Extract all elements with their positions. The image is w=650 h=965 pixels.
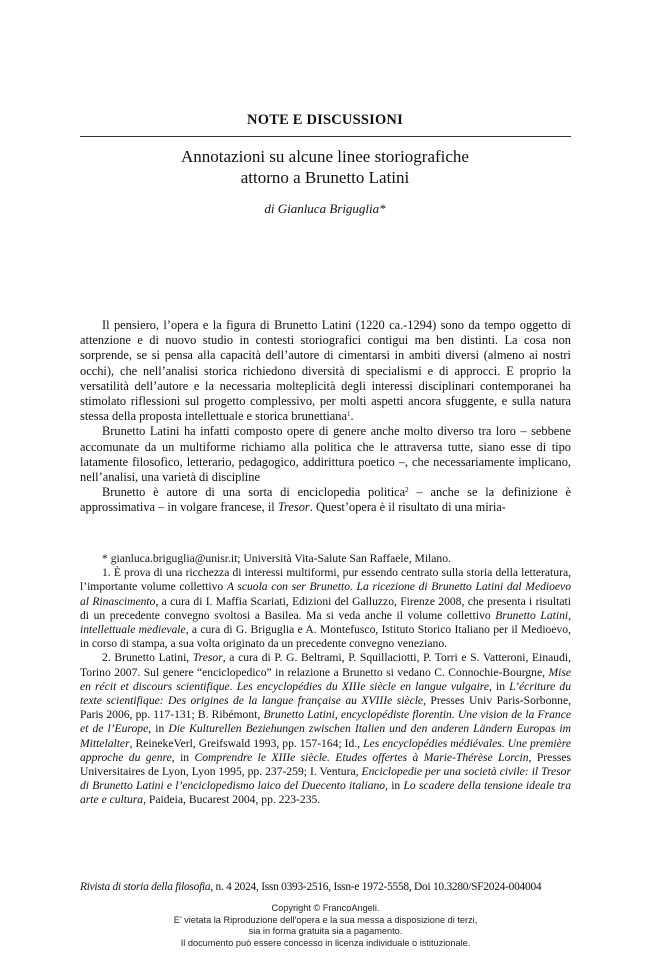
fn2-title-1: Tresor (192, 651, 223, 665)
copyright-line-1: Copyright © FrancoAngeli. (271, 903, 380, 913)
fn2-d: , Presses Univ Paris-Sorbonne, Paris 2006, pp. 117-131; B. Ribémont, (80, 694, 571, 722)
body-paragraph-3 (80, 485, 571, 515)
copyright-line-3: sia in forma gratuita sia a pagamento. (248, 926, 403, 937)
paragraph-1-end: . (350, 409, 354, 424)
fn2-h: , Presses Universitaires de Lyon, Lyon 1995, pp. 237-259; I. Ventura, (80, 750, 571, 779)
section-heading: NOTE E DISCUSSIONI (247, 112, 403, 128)
copyright-line-4: Il documento può essere concesso in licenza individuale o istituzionale. (180, 937, 471, 948)
fn1-title-1: A scuola con ser Brunetto. La ricezione di Brunetto Latini dal Medioevo al Rinascimento (80, 580, 571, 608)
fn2-e: , in (148, 722, 169, 736)
journal-info: , n. 4 2024, Issn 0393-2516, Issn-e 1972-5558, Doi 10.3280/SF2024-004004 (210, 881, 542, 893)
footnote-star: * gianluca.briguglia@unisr.it; Università Vita-Salute San Raffaele, Milano. (102, 552, 451, 565)
body-paragraph-1 (80, 318, 571, 424)
footnote-ref-2: 2 (405, 486, 409, 495)
paragraph-3-text-b: – anche se la definizione è approssimativa – in volgare francese, il (80, 485, 571, 515)
article-title-line-1: Annotazioni su alcune linee storiografiche (181, 147, 469, 166)
author-byline: di Gianluca Briguglia* (264, 201, 386, 216)
paragraph-1-text: Il pensiero, l’opera e la figura di Brunetto Latini (1220 ca.-1294) sono da tempo oggetto di attenzione e di nuovo studio in contesti storiografici contigui ma ben distinti. La cosa non sorprende, se si pensa alla capacità dell’autore di cimentarsi in ambiti diversi (almeno ai nostri occhi), che nell’analisi storica richiedono diversità di specialismi e di approcci. E proprio la versatilità dell’autore e la necessaria molteplicità degli interessi disciplinari contemporanei ha stimolato riflessioni sul progetto complessivo, per molti aspetti ancora sfuggente, e sulla natura stessa della proposta intellettuale e storica brunettiana (80, 318, 571, 424)
article-title-line-2: attorno a Brunetto Latini (240, 168, 410, 187)
fn1-b: , a cura di I. Maffia Scariati, Edizioni del Galluzzo, Firenze 2008, che presenta i risultati di un precedente convegno svoltosi a Basilea. Ma si veda anche il volume collettivo (80, 594, 571, 622)
footnote-2 (80, 651, 571, 807)
body-text (80, 318, 571, 516)
paragraph-3-text-c: . Quest’opera è il risultato di una miria- (309, 500, 506, 515)
journal-name: Rivista di storia della filosofia (80, 881, 211, 893)
footnote-ref-1: 1 (347, 410, 351, 419)
fn2-i: , in (385, 779, 404, 793)
fn1-title-2: Brunetto Latini, intellettuale medievale (80, 608, 571, 637)
journal-citation (80, 881, 580, 893)
fn1-a: 1. È prova di una ricchezza di interessi multiformi, pur essendo centrato sulla storia della letteratura, l’importante volume collettivo (80, 566, 571, 594)
article-title (80, 146, 570, 188)
fn2-title-5: Die Kulturellen Beziehungen zwischen Italien und den anderen Ländern Europas im Mittelalter (80, 722, 572, 750)
fn2-j: Paideia, Bucarest 2004, pp. 223-235. (146, 793, 321, 807)
footnote-1 (80, 566, 571, 651)
fn1-c: , a cura di G. Briguglia e A. Montefusco, Istituto Storico Italiano per il Medioevo, in corso di stampa, a sua volta originato da un precedente convegno veneziano. (80, 623, 571, 651)
fn2-title-7: Comprendre le XIIIe siècle. Etudes offertes à Marie-Thérèse Lorcin (194, 750, 529, 764)
body-paragraph-2: Brunetto Latini ha infatti composto opere di genere anche molto diverso tra loro – sebbene accomunate da un multiforme richiamo alla politica che le attraversa tutte, siano esse di tipo latamente filosofico, letterario, pedagogico, addirittura poetico –, che necessariamente implicano, nell’analisi, una varietà di discipline (80, 424, 571, 485)
fn2-title-2: Mise en récit et discours scientifique. Les encyclopédies du XIIIe siècle en langue vulgaire (80, 665, 571, 693)
fn2-a: 2. Brunetto Latini, (102, 651, 193, 665)
fn2-title-8: Enciclopedie per una società civile: il Tresor di Brunetto Latini e l’enciclopedismo laico del Duecento italiano (80, 765, 571, 793)
fn2-title-9: Lo scadere della tensione ideale tra arte e cultura, (80, 779, 571, 807)
footnotes (80, 552, 571, 808)
fn2-f: , ReinekeVerl, Greifswald 1993, pp. 157-164; Id., (129, 736, 364, 750)
fn2-title-3: L’écriture du texte scientifique: Des origines de la langue française au XVIIIe siècle (80, 679, 571, 708)
paragraph-3-tresor: Tresor (277, 500, 310, 515)
heading-rule (80, 136, 571, 137)
fn2-title-4: Brunetto Latini, encyclopédiste florentin. Une vision de la France et de l’Europe (80, 708, 571, 736)
copyright-line-2: E’ vietata la Riproduzione dell’opera e la sua messa a disposizione di terzi, (173, 914, 478, 925)
fn2-g: , in (171, 750, 195, 764)
fn2-b: , a cura di P. G. Beltrami, P. Squillaciotti, P. Torri e S. Vatteroni, Einaudi, Torino 2007. Sul genere “enciclopedico” in relazione a Brunetto si vedano C. Connochie-Bourgne, (80, 651, 571, 679)
paragraph-3-text-a: Brunetto è autore di una sorta di enciclopedia politica (102, 485, 406, 500)
fn2-title-6: Les encyclopédies médiévales. Une première approche du genre (80, 736, 571, 764)
fn2-c: , in (489, 679, 510, 693)
copyright-notice (80, 903, 571, 949)
